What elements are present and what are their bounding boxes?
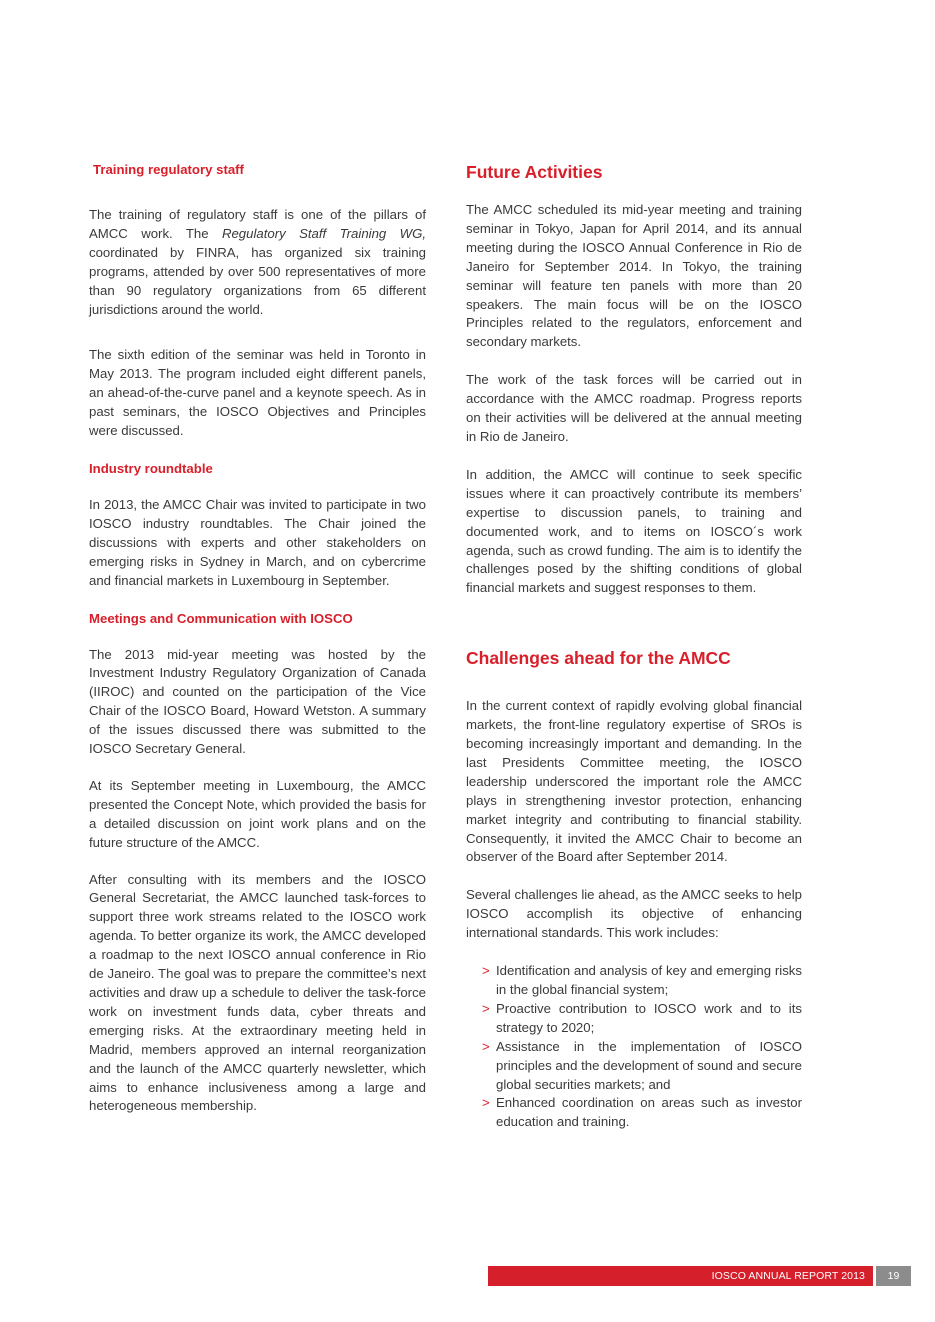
list-item xyxy=(466,962,802,1000)
list-item xyxy=(466,1000,802,1038)
list-item-text: Proactive contribution to IOSCO work and to its strategy to 2020; xyxy=(496,1000,802,1035)
challenges-paragraph-1: In the current context of rapidly evolving global financial markets, the front-line regulatory expertise of SROs is becoming increasingly important and demanding. In the last Presidents Committee meeting, the IOSCO leadership underscored the important role the AMCC plays in strengthening investor protection, enhancing market integrity and contributing to financial stability. Consequently, it invited the AMCC Chair to become an observer of the Board after September 2014. xyxy=(466,698,802,865)
list-item-text: Identification and analysis of key and emerging risks in the global financial system; xyxy=(496,963,802,997)
roundtable-paragraph: In 2013, the AMCC Chair was invited to participate in two IOSCO industry roundtables. The Chair joined the discussions with experts and other stakeholders on emerging risks in Sydney in March, and on cybercrime and financial markets in Luxembourg in September. xyxy=(89,496,426,588)
future-paragraph-1: The AMCC scheduled its mid-year meeting and training seminar in Tokyo, Japan for April 2014, and its annual meeting during the IOSCO Annual Conference in Rio de Janeiro for September 2014. In Tokyo, the training seminar will feature ten panels with more than 20 speakers. The main focus will be on the IOSCO Principles related to the regulators, enforcement and secondary markets. xyxy=(466,202,802,350)
future-activities-heading: Future Activities xyxy=(466,162,603,182)
challenges-bullet-list xyxy=(466,962,802,1132)
future-paragraph-2: The work of the task forces will be carried out in accordance with the AMCC roadmap. Progress reports on their activities will be delivered at the annual meeting in Rio de Janeiro. xyxy=(466,372,802,444)
right-column xyxy=(466,160,802,1132)
list-item xyxy=(466,1094,802,1132)
training-p1-text-a: The training of regulatory staff is one of the pillars of AMCC work. The xyxy=(89,207,426,241)
training-heading: Training regulatory staff xyxy=(93,162,244,177)
bullet-chevron-icon: > xyxy=(482,963,490,979)
list-item xyxy=(466,1038,802,1095)
training-paragraph-2: The sixth edition of the seminar was held in Toronto in May 2013. The program included eight different panels, an ahead-of-the-curve panel and a keynote speech. As in past seminars, the IOSCO Objectives and Principles were discussed. xyxy=(89,347,426,439)
challenges-heading: Challenges ahead for the AMCC xyxy=(466,648,731,669)
page-number: 19 xyxy=(876,1266,911,1286)
meetings-paragraph-2: At its September meeting in Luxembourg, the AMCC presented the Concept Note, which provided the basis for a detailed discussion on joint work plans and on the future structure of the AMCC. xyxy=(89,777,426,850)
bullet-chevron-icon: > xyxy=(482,1038,490,1054)
training-paragraph-1 xyxy=(89,206,426,319)
left-column xyxy=(89,160,426,1116)
training-p1-text-b: coordinated by FINRA, has organized six training programs, attended by over 500 representatives of more than 90 regulatory organizations from 65 different jurisdictions around the world. xyxy=(89,244,426,317)
meetings-paragraph-1: The 2013 mid-year meeting was hosted by the Investment Industry Regulatory Organization of Canada (IIROC) and counted on the participation of the Vice Chair of the IOSCO Board, Howard Wetston. A summary of the issues discussed there was submitted to the IOSCO Secretary General. xyxy=(89,646,426,757)
list-item-text: Assistance in the implementation of IOSCO principles and the development of sound and secure global securities markets; and xyxy=(496,1038,802,1092)
bullet-chevron-icon: > xyxy=(482,1095,490,1111)
training-p1-emphasis: Regulatory Staff Training WG, xyxy=(221,225,426,241)
future-paragraph-3: In addition, the AMCC will continue to seek specific issues where it can proactively contribute its members’ expertise to discussion panels, to training and documented work, and to items on IOSCO´s work agenda, such as crowd funding. The aim is to identify the challenges posed by the shifting conditions of global financial markets and suggest responses to them. xyxy=(466,466,802,596)
meetings-paragraph-3: After consulting with its members and the IOSCO General Secretariat, the AMCC launched task-forces to support three work streams related to the IOSCO work agenda. To better organize its work, the AMCC developed a roadmap to the next IOSCO annual conference in Rio de Janeiro. The goal was to prepare the committee’s next activities and draw up a schedule to deliver the task-force work on investment funds data, cyber threats and emerging risks. At the extraordinary meeting held in Madrid, members approved an internal reorganization and the launch of the AMCC quarterly newsletter, which aims to enhance inclusiveness among a large and heterogeneous membership. xyxy=(89,871,426,1114)
challenges-paragraph-2: Several challenges lie ahead, as the AMCC seeks to help IOSCO accomplish its objective of enhancing international standards. This work includes: xyxy=(466,887,802,941)
list-item-text: Enhanced coordination on areas such as investor education and training. xyxy=(496,1095,802,1130)
bullet-chevron-icon: > xyxy=(482,1000,490,1016)
roundtable-heading: Industry roundtable xyxy=(89,460,213,476)
meetings-heading: Meetings and Communication with IOSCO xyxy=(89,610,353,626)
footer-report-title: IOSCO ANNUAL REPORT 2013 xyxy=(488,1266,873,1286)
